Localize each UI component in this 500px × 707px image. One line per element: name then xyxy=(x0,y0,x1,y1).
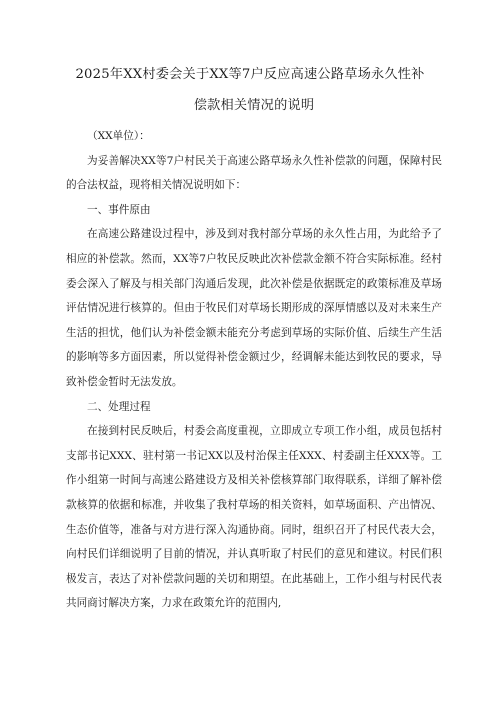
document-body xyxy=(66,124,442,616)
section-1-paragraph: 在高速公路建设过程中，涉及到对我村部分草场的永久性占用，为此给予了相应的补偿款。然而，XX等7户牧民反映此次补偿款金额不符合实际标准。经村委会深入了解及与相关部门沟通后发现，此次补偿是依据既定的政策标准及草场评估情况进行核算的。但由于牧民们对草场长期形成的深厚情感以及对未来生产生活的担忧，他们认为补偿金额未能充分考虑到草场的实际价值、后续生产生活的影响等多方面因素，所以觉得补偿金额过少，经调解未能达到牧民的要求，导致补偿金暂时无法发放。 xyxy=(66,228,442,388)
section-2-heading: 二、处理过程 xyxy=(87,400,151,413)
document-title-line-1: 2025年XX村委会关于XX等7户反应高速公路草场永久性补 xyxy=(75,67,425,82)
section-1-heading: 一、事件原由 xyxy=(87,203,151,216)
intro-paragraph: 为妥善解决XX等7户村民关于高速公路草场永久性补偿款的问题，保障村民的合法权益，现将相关情况说明如下： xyxy=(66,154,442,192)
section-2-paragraph: 在接到村民反映后，村委会高度重视，立即成立专项工作小组，成员包括村支部书记XXX、驻村第一书记XX以及村治保主任XXX、村委副主任XXX等。工作小组第一时间与高速公路建设方及相关补偿核算部门取得联系，详细了解补偿款核算的依据和标准，并收集了我村草场的相关资料，如草场面积、产出情况、生态价值等，准备与对方进行深入沟通协商。同时，组织召开了村民代表大会，向村民们详细说明了目前的情况，并认真听取了村民们的意见和建议。村民们积极发言，表达了对补偿款问题的关切和期望。在此基础上，工作小组与村民代表共同商讨解决方案，力求在政策允许的范围内, xyxy=(66,425,442,610)
salutation: （XX单位）： xyxy=(87,130,150,142)
document-title-line-2: 偿款相关情况的说明 xyxy=(193,98,315,113)
